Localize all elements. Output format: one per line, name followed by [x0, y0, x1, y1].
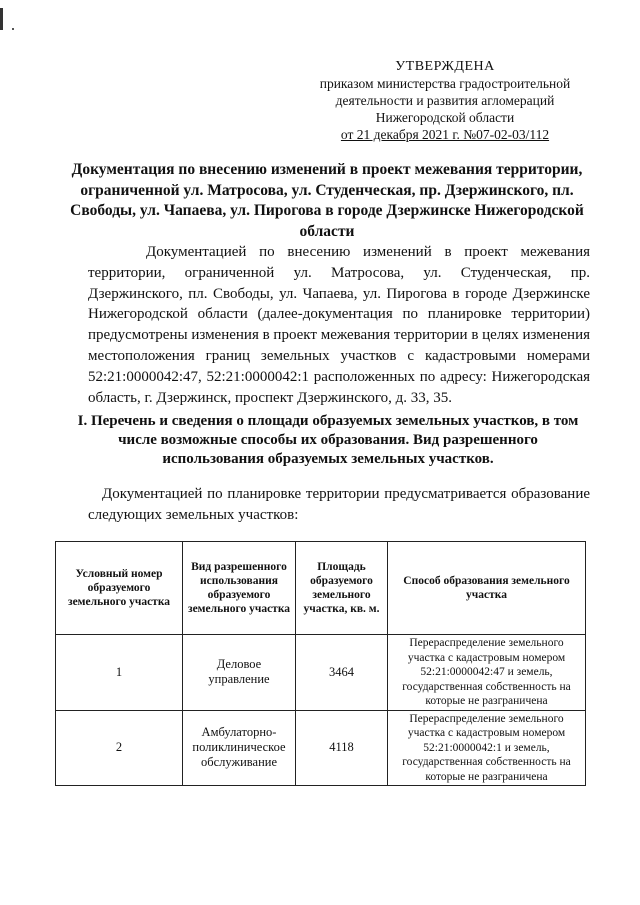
cell-permitted-use: Амбулаторно-поликлиническое обслуживание — [183, 710, 296, 786]
cell-permitted-use: Деловое управление — [183, 635, 296, 711]
cell-parcel-number: 1 — [56, 635, 183, 711]
table-row — [56, 635, 586, 711]
cell-area: 3464 — [296, 635, 388, 711]
table-row — [56, 710, 586, 786]
approval-stamp — [300, 58, 590, 143]
approval-line-2: деятельности и развития агломераций — [335, 93, 555, 108]
cell-formation-method: Перераспределение земельного участка с кадастровым номером 52:21:0000042:47 и земель, государственная собственность на которые не разграничена — [388, 635, 586, 711]
header-formation-method: Способ образования земельного участка — [388, 542, 586, 635]
header-area: Площадь образуемого земельного участка, кв. м. — [296, 542, 388, 635]
scan-dot-mark — [12, 28, 14, 30]
scan-margin-mark — [0, 8, 3, 30]
section-lead-paragraph: Документацией по планировке территории предусматривается образование следующих земельных участков: — [88, 486, 590, 523]
section-heading: I. Перечень и сведения о площади образуемых земельных участков, в том числе возможные способы их образования. Вид разрешенного использования образуемых земельных участков. — [77, 413, 579, 467]
approval-order-date: от 21 декабря 2021 г. №07-02-03/112 — [340, 127, 550, 142]
cell-parcel-number: 2 — [56, 710, 183, 786]
intro-paragraph: Документацией по внесению изменений в проект межевания территории, ограниченной ул. Матросова, ул. Студенческая, пр. Дзержинского, пл. Свободы, ул. Чапаева, ул. Пирогова в городе Дзержинске Нижегородской области (далее-документация по планировке территории) предусмотрены изменения в проект межевания территории в целях изменения местоположения границ земельных участков с кадастровыми номерами 52:21:0000042:47, 52:21:0000042:1 расположенных по адресу: Нижегородская область, г. Дзержинск, проспект Дзержинского, д. 33, 35. — [88, 244, 591, 406]
header-parcel-number: Условный номер образуемого земельного участка — [56, 542, 183, 635]
document-title: Документация по внесению изменений в проект межевания территории, ограниченной ул. Матросова, ул. Студенческая, пр. Дзержинского, пл. Свободы, ул. Чапаева, ул. Пирогова в городе Дзержинске Нижегородской области — [70, 161, 584, 240]
table-header-row — [56, 542, 586, 635]
header-permitted-use: Вид разрешенного использования образуемого земельного участка — [183, 542, 296, 635]
cell-formation-method: Перераспределение земельного участка с кадастровым номером 52:21:0000042:1 и земель, государственная собственность на которые не разграничена — [388, 710, 586, 786]
approval-title: УТВЕРЖДЕНА — [395, 59, 495, 74]
approval-line-3: Нижегородской области — [375, 110, 515, 125]
cell-area: 4118 — [296, 710, 388, 786]
approval-line-1: приказом министерства градостроительной — [319, 76, 571, 91]
parcels-table — [55, 541, 586, 786]
